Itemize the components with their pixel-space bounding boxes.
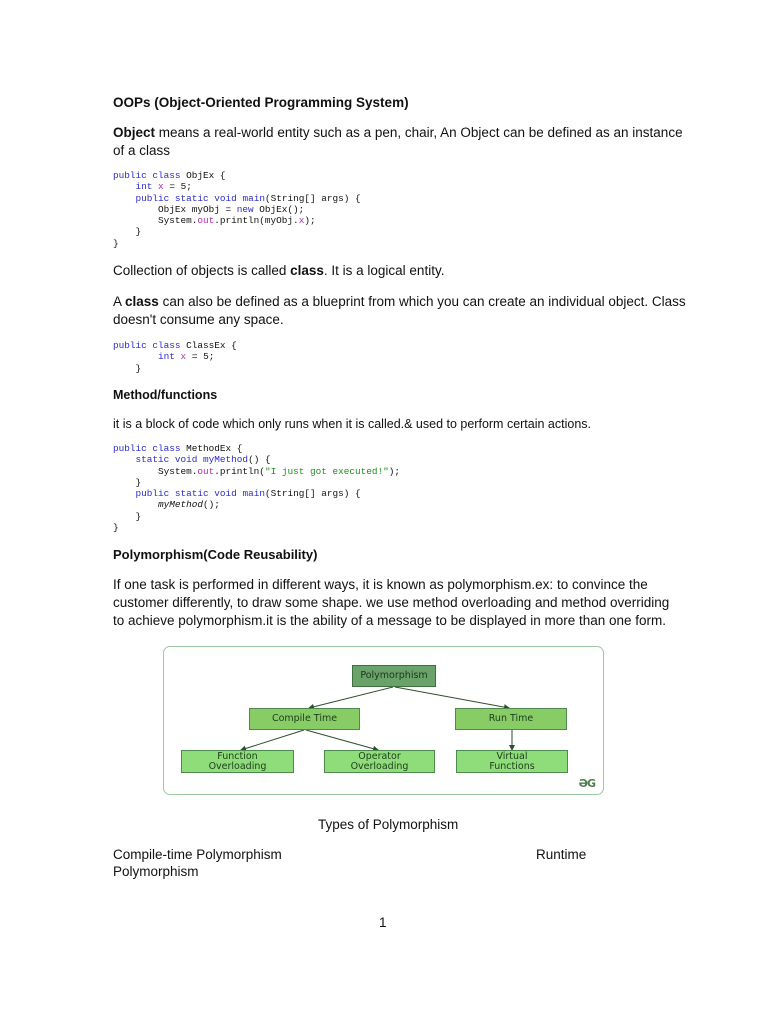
code-line: public static void main(String[] args) { (135, 192, 361, 204)
object-line1: means a real-world entity such as a pen, chair, An Object can be defined as an instance (155, 125, 683, 140)
code-line: System.out.println(myObj.x); (158, 215, 316, 227)
class-term: class (290, 263, 324, 278)
node-virtual-functions: Virtual Functions (456, 750, 568, 773)
node-run-time: Run Time (455, 708, 567, 730)
code-line: myMethod(); (158, 499, 220, 511)
page-number: 1 (379, 915, 387, 930)
code-line: System.out.println("I just got executed!"); (158, 465, 400, 477)
code-line: public class ObjEx { (113, 170, 226, 181)
code-line: public class MethodEx { (113, 443, 243, 454)
code-line: int x = 5; (158, 351, 215, 363)
connector-compile-operator (306, 730, 378, 750)
code-block-methodex (113, 443, 400, 533)
node-operator-overloading: Operator Overloading (324, 750, 435, 773)
runtime-label: Runtime (536, 847, 587, 862)
class-paragraph: A class can also be defined as a blueprint from which you can create an individual object. Class doesn't consume any space. (113, 294, 686, 327)
node-function-overloading: Function Overloading (181, 750, 294, 773)
connector-root-run (395, 687, 509, 708)
code-line: public class ClassEx { (113, 340, 237, 351)
object-line2: of a class (113, 143, 171, 158)
node-polymorphism: Polymorphism (352, 665, 436, 687)
code-line: } (135, 226, 142, 238)
heading-method: Method/functions (113, 388, 218, 402)
heading-polymorphism: Polymorphism(Code Reusability) (113, 547, 318, 562)
connector-root-compile (309, 687, 393, 708)
code-line: } (135, 510, 142, 522)
polymorphism-diagram (163, 646, 604, 795)
heading-oops: OOPs (Object-Oriented Programming System) (113, 95, 409, 110)
code-line: public static void main(String[] args) { (135, 488, 361, 500)
code-line: } (135, 476, 142, 488)
geeksforgeeks-logo: ƏG (578, 777, 595, 790)
method-paragraph: it is a block of code which only runs when it is called.& used to perform certain actions. (113, 417, 592, 431)
collection-paragraph: Collection of objects is called class. It is a logical entity. (113, 263, 445, 278)
node-compile-time: Compile Time (249, 708, 360, 730)
class-term: class (125, 294, 159, 309)
runtime-label-continued: Polymorphism (113, 864, 199, 879)
object-term: Object (113, 125, 156, 140)
code-block-objex (113, 170, 361, 249)
code-line: } (113, 522, 119, 534)
connector-compile-function (241, 730, 304, 750)
code-line: static void myMethod() { (135, 454, 271, 466)
figure-caption: Types of Polymorphism (318, 817, 459, 832)
compile-time-label: Compile-time Polymorphism (113, 847, 282, 862)
object-paragraph (113, 124, 683, 160)
code-line: int x = 5; (135, 181, 192, 193)
code-block-classex (113, 340, 237, 374)
code-line: } (135, 362, 142, 374)
code-line: ObjEx myObj = new ObjEx(); (158, 203, 305, 215)
polymorphism-paragraph: If one task is performed in different ways, it is known as polymorphism.ex: to convince the customer differently, to draw some shape. we use method overloading and method overriding to achieve polymorphism.it is the ability of a message to be displayed in more than one form. (113, 577, 670, 628)
code-line: } (113, 237, 119, 249)
